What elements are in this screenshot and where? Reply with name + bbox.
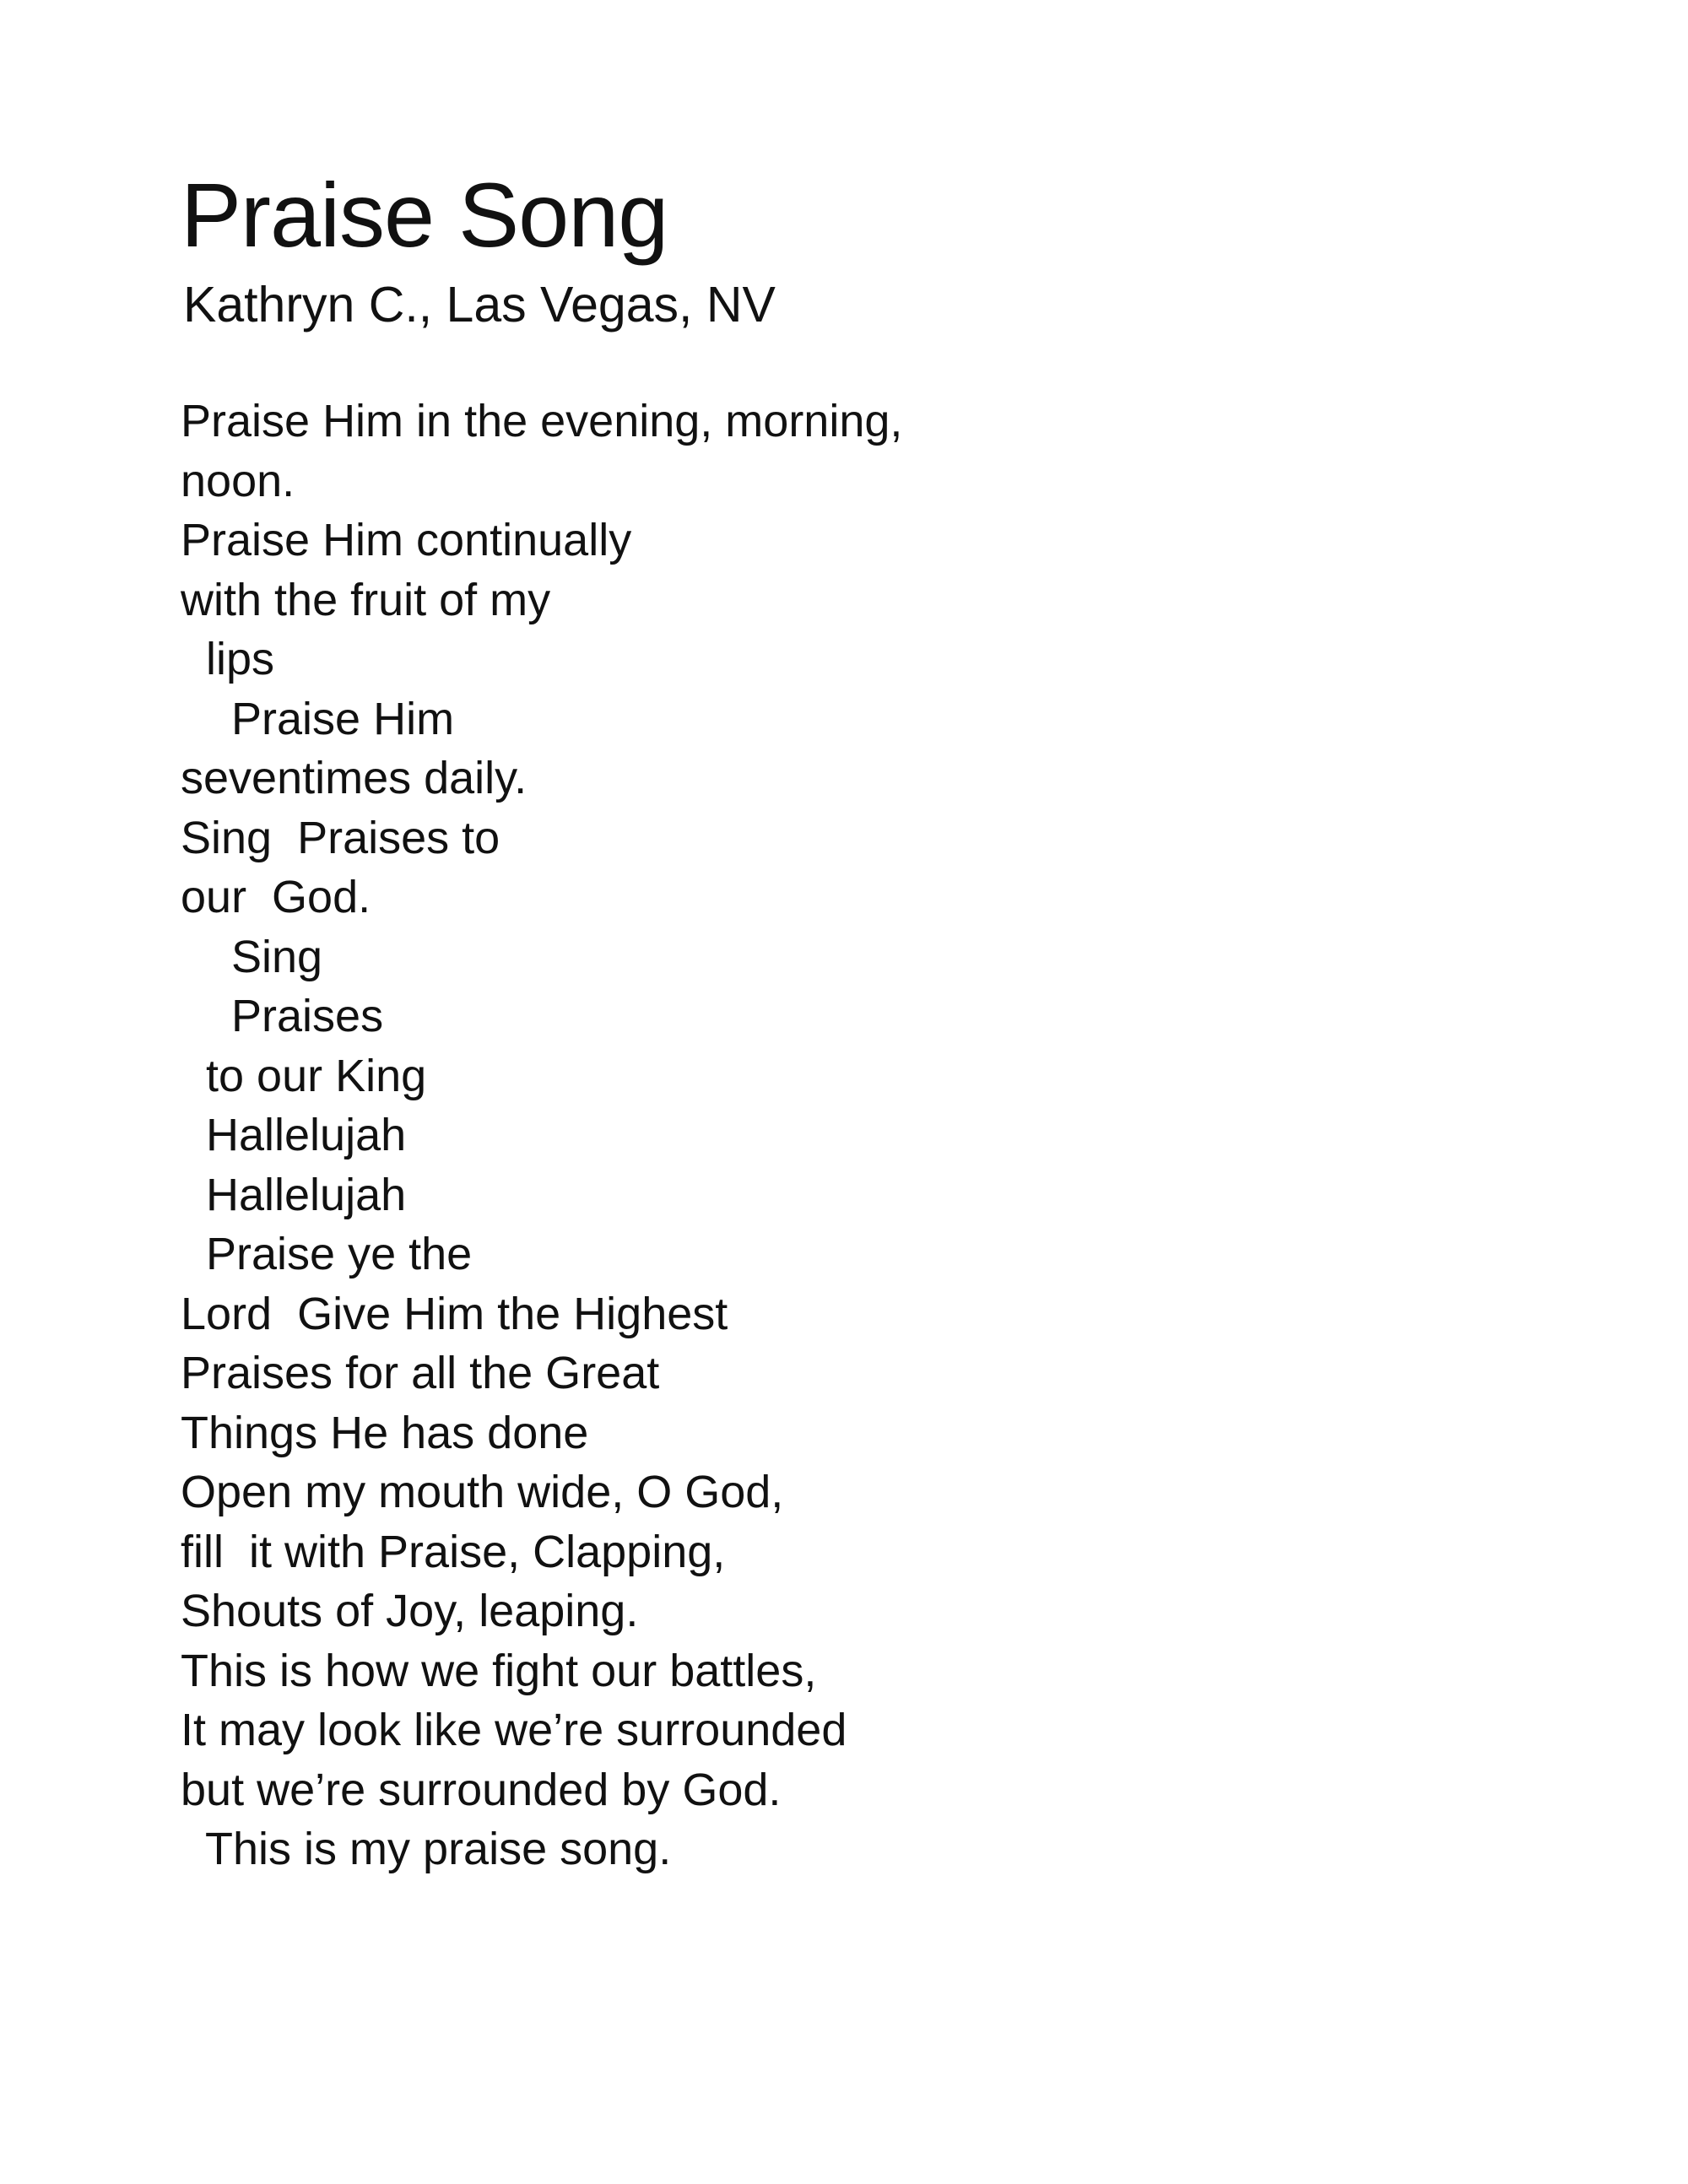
poem-line: Praises: [181, 991, 384, 1041]
poem-line: our God.: [181, 872, 371, 922]
poem-line: seventimes daily.: [181, 753, 528, 803]
poem-line: Hallelujah: [181, 1110, 407, 1160]
poem-line: to our King: [181, 1050, 427, 1101]
poem-line: This is how we fight our battles,: [181, 1645, 817, 1696]
poem-line: Open my mouth wide, O God,: [181, 1467, 784, 1517]
poem-line: Praises for all the Great: [181, 1348, 660, 1398]
poem-line: Things He has done: [181, 1407, 589, 1458]
poem-line: Praise Him in the evening, morning,: [181, 396, 903, 446]
poem-line: lips: [181, 634, 275, 684]
poem-body: [181, 392, 902, 1879]
poem-line: with the fruit of my: [181, 574, 551, 625]
poem-line: Praise ye the: [181, 1229, 473, 1279]
poem-line: Lord Give Him the Highest: [181, 1288, 728, 1339]
poem-line: Praise Him: [181, 693, 455, 744]
poem-byline: Kathryn C., Las Vegas, NV: [183, 277, 776, 332]
poem-line: Hallelujah: [181, 1169, 407, 1220]
poem-line: Shouts of Joy, leaping.: [181, 1586, 639, 1636]
poem-line: Sing Praises to: [181, 812, 500, 863]
poem-title: Praise Song: [181, 164, 668, 266]
poem-line: It may look like we’re surrounded: [181, 1705, 847, 1755]
poem-line: but we’re surrounded by God.: [181, 1764, 782, 1815]
poem-line: noon.: [181, 455, 295, 506]
poem-line: fill it with Praise, Clapping,: [181, 1526, 726, 1577]
poem-line: Sing: [181, 931, 323, 982]
poem-line: This is my praise song.: [181, 1824, 672, 1874]
poem-line: Praise Him continually: [181, 515, 632, 565]
